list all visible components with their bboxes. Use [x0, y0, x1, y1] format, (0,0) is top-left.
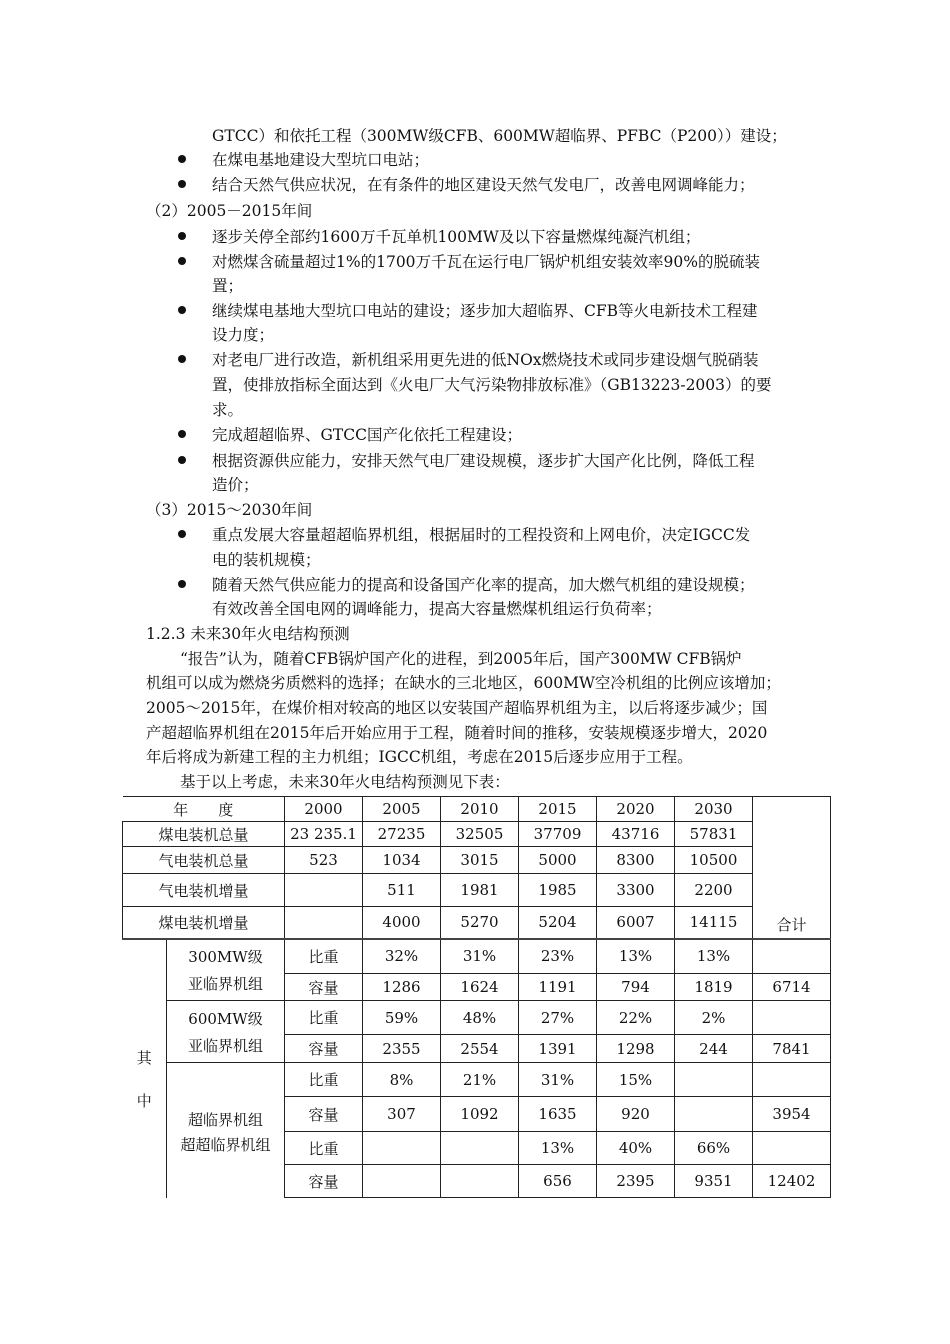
- bullet-icon: [178, 580, 186, 588]
- bullet-icon: [178, 232, 186, 240]
- bullet-text: 设力度；: [212, 326, 275, 344]
- section-heading: （3）2015～2030年间: [146, 501, 313, 519]
- bullet-icon: [178, 306, 186, 314]
- table-cell: 10500: [675, 847, 753, 874]
- table-row: [123, 939, 831, 974]
- table-cell: [441, 1165, 519, 1198]
- table-cell: 3015: [441, 847, 519, 874]
- group-label-line: 超临界机组: [187, 1111, 263, 1130]
- table-row: [123, 1063, 831, 1097]
- table-cell: 13%: [597, 939, 675, 974]
- text-line: GTCC）和依托工程（300MW级CFB、600MW超临界、PFBC（P200））建设；: [212, 127, 787, 145]
- bullet-text: 置，使排放指标全面达到《火电厂大气污染物排放标准》（GB13223-2003）的要: [212, 376, 772, 394]
- table-cell: 57831: [675, 822, 753, 847]
- type-label: 比重: [285, 1063, 363, 1097]
- group-label: [167, 1063, 285, 1198]
- table-cell: 1635: [519, 1097, 597, 1132]
- table-cell: 656: [519, 1165, 597, 1198]
- table-cell: 4000: [363, 907, 441, 939]
- table-cell: 21%: [441, 1063, 519, 1097]
- table-cell: 6714: [753, 974, 831, 1001]
- year-cell: 2005: [363, 797, 441, 822]
- table-cell: 5000: [519, 847, 597, 874]
- table-cell: 32%: [363, 939, 441, 974]
- table-cell: 244: [675, 1035, 753, 1063]
- bullet-icon: [178, 530, 186, 538]
- table-cell: [285, 907, 363, 939]
- table-cell: 1191: [519, 974, 597, 1001]
- qizhong-char: 其: [136, 1049, 152, 1067]
- table-cell: 23%: [519, 939, 597, 974]
- group-label-line: 亚临界机组: [187, 1036, 263, 1055]
- table-cell: 2200: [675, 874, 753, 907]
- table-cell: 2395: [597, 1165, 675, 1198]
- bullet-icon: [178, 257, 186, 265]
- bullet-text: 有效改善全国电网的调峰能力，提高大容量燃煤机组运行负荷率；: [212, 600, 662, 618]
- paragraph-line: 年后将成为新建工程的主力机组；IGCC机组，考虑在2015后逐步应用于工程。: [146, 748, 693, 766]
- table-cell: 1092: [441, 1097, 519, 1132]
- table-cell: 920: [597, 1097, 675, 1132]
- table-cell: 2355: [363, 1035, 441, 1063]
- table-cell: 23 235.1: [285, 822, 363, 847]
- table-cell: 12402: [753, 1165, 831, 1198]
- table-cell: 1034: [363, 847, 441, 874]
- bullet-icon: [178, 430, 186, 438]
- section-heading: （2）2005－2015年间: [146, 202, 313, 220]
- table-cell: [753, 939, 831, 974]
- year-cell: 2015: [519, 797, 597, 822]
- table-cell: 27%: [519, 1001, 597, 1035]
- bullet-text: 随着天然气供应能力的提高和设备国产化率的提高，加大燃气机组的建设规模；: [212, 576, 755, 594]
- paragraph-line: 2005～2015年，在煤价相对较高的地区以安装国产超临界机组为主，以后将逐步减少；国: [146, 699, 768, 717]
- table-cell: [675, 1063, 753, 1097]
- type-label: 容量: [285, 1035, 363, 1063]
- forecast-table: [122, 796, 831, 1198]
- table-row: [123, 907, 831, 939]
- table-cell: [285, 874, 363, 907]
- qizhong-cell: [123, 939, 167, 1198]
- table-cell: 40%: [597, 1132, 675, 1165]
- table-cell: [441, 1132, 519, 1165]
- table-row: [123, 847, 831, 874]
- table-cell: 22%: [597, 1001, 675, 1035]
- group-label-line: 超超临界机组: [180, 1136, 271, 1155]
- table-cell: 37709: [519, 822, 597, 847]
- type-label: 容量: [285, 1165, 363, 1198]
- table-cell: 1298: [597, 1035, 675, 1063]
- table-cell: [753, 1132, 831, 1165]
- bullet-text: 对老电厂进行改造，新机组采用更先进的低NOx燃烧技术或同步建设烟气脱硝装: [212, 351, 759, 369]
- row-label: 气电装机总量: [123, 847, 285, 874]
- bullet-text: 对燃煤含硫量超过1%的1700万千瓦在运行电厂锅炉机组安装效率90%的脱硫装: [212, 253, 760, 271]
- table-cell: 13%: [675, 939, 753, 974]
- table-cell: 3954: [753, 1097, 831, 1132]
- year-header: 年 度: [123, 797, 285, 822]
- table-cell: 66%: [675, 1132, 753, 1165]
- table-cell: 511: [363, 874, 441, 907]
- table-cell: 8%: [363, 1063, 441, 1097]
- table-cell: 794: [597, 974, 675, 1001]
- year-cell: 2010: [441, 797, 519, 822]
- bullet-icon: [178, 180, 186, 188]
- table-cell: 32505: [441, 822, 519, 847]
- bullet-text: 重点发展大容量超超临界机组，根据届时的工程投资和上网电价，决定IGCC发: [212, 526, 751, 544]
- type-label: 比重: [285, 1132, 363, 1165]
- table-cell: 1286: [363, 974, 441, 1001]
- bullet-text: 在煤电基地建设大型坑口电站；: [212, 151, 430, 169]
- bullet-text: 置；: [212, 277, 244, 295]
- bullet-text: 电的装机规模；: [212, 551, 321, 569]
- table-cell: 6007: [597, 907, 675, 939]
- bullet-icon: [178, 355, 186, 363]
- table-cell: 31%: [519, 1063, 597, 1097]
- table-cell: 2%: [675, 1001, 753, 1035]
- table-cell: 307: [363, 1097, 441, 1132]
- year-cell: 2000: [285, 797, 363, 822]
- table-row: [123, 874, 831, 907]
- qizhong-char: 中: [136, 1092, 152, 1110]
- type-label: 容量: [285, 1097, 363, 1132]
- bullet-text: 造价；: [212, 476, 259, 494]
- table-cell: 9351: [675, 1165, 753, 1198]
- subsection-heading: 1.2.3 未来30年火电结构预测: [146, 625, 350, 643]
- row-label: 煤电装机增量: [123, 907, 285, 939]
- bullet-text: 继续煤电基地大型坑口电站的建设；逐步加大超临界、CFB等火电新技术工程建: [212, 302, 758, 320]
- group-label: [167, 939, 285, 1001]
- paragraph-line: 机组可以成为燃烧劣质燃料的选择；在缺水的三北地区，600MW空冷机组的比例应该增加；: [146, 674, 781, 692]
- paragraph-line: 产超超临界机组在2015年后开始应用于工程，随着时间的推移，安装规模逐步增大，2020: [146, 724, 768, 742]
- paragraph-line: 基于以上考虑，未来30年火电结构预测见下表：: [180, 773, 510, 791]
- table-cell: [675, 1097, 753, 1132]
- type-label: 比重: [285, 1001, 363, 1035]
- type-label: 容量: [285, 974, 363, 1001]
- table-cell: 8300: [597, 847, 675, 874]
- table-cell: 43716: [597, 822, 675, 847]
- paragraph-line: “报告”认为，随着CFB锅炉国产化的进程，到2005年后，国产300MW CFB锅炉: [180, 650, 742, 668]
- table-cell: [753, 1001, 831, 1035]
- table-row: [123, 797, 831, 822]
- table-cell: 13%: [519, 1132, 597, 1165]
- type-label: 比重: [285, 939, 363, 974]
- group-label: [167, 1001, 285, 1063]
- table-cell: 523: [285, 847, 363, 874]
- table-cell: [363, 1165, 441, 1198]
- row-label: 煤电装机总量: [123, 822, 285, 847]
- table-cell: 1819: [675, 974, 753, 1001]
- table-cell: 27235: [363, 822, 441, 847]
- table-cell: 14115: [675, 907, 753, 939]
- table-row: [123, 822, 831, 847]
- table-cell: 1981: [441, 874, 519, 907]
- table-cell: 5270: [441, 907, 519, 939]
- table-cell: 31%: [441, 939, 519, 974]
- total-header: 合计: [753, 797, 831, 939]
- table-cell: 7841: [753, 1035, 831, 1063]
- group-label-line: 300MW级: [188, 947, 263, 966]
- year-cell: 2020: [597, 797, 675, 822]
- bullet-icon: [178, 456, 186, 464]
- table-cell: 2554: [441, 1035, 519, 1063]
- table-cell: 48%: [441, 1001, 519, 1035]
- bullet-icon: [178, 155, 186, 163]
- table-row: [123, 1001, 831, 1035]
- table-cell: 1391: [519, 1035, 597, 1063]
- group-label-line: 600MW级: [188, 1009, 263, 1028]
- bullet-text: 逐步关停全部约1600万千瓦单机100MW及以下容量燃煤纯凝汽机组；: [212, 228, 701, 246]
- table-cell: 5204: [519, 907, 597, 939]
- group-label-line: 亚临界机组: [187, 974, 263, 993]
- bullet-text: 结合天然气供应状况，在有条件的地区建设天然气发电厂，改善电网调峰能力；: [212, 176, 755, 194]
- bullet-text: 根据资源供应能力，安排天然气电厂建设规模，逐步扩大国产化比例，降低工程: [212, 452, 755, 470]
- table-cell: 1985: [519, 874, 597, 907]
- table-cell: [363, 1132, 441, 1165]
- table-cell: 3300: [597, 874, 675, 907]
- bullet-text: 完成超超临界、GTCC国产化依托工程建设；: [212, 426, 522, 444]
- bullet-text: 求。: [212, 401, 244, 419]
- table-cell: 59%: [363, 1001, 441, 1035]
- table-cell: 15%: [597, 1063, 675, 1097]
- row-label: 气电装机增量: [123, 874, 285, 907]
- year-cell: 2030: [675, 797, 753, 822]
- table-cell: 1624: [441, 974, 519, 1001]
- table-cell: [753, 1063, 831, 1097]
